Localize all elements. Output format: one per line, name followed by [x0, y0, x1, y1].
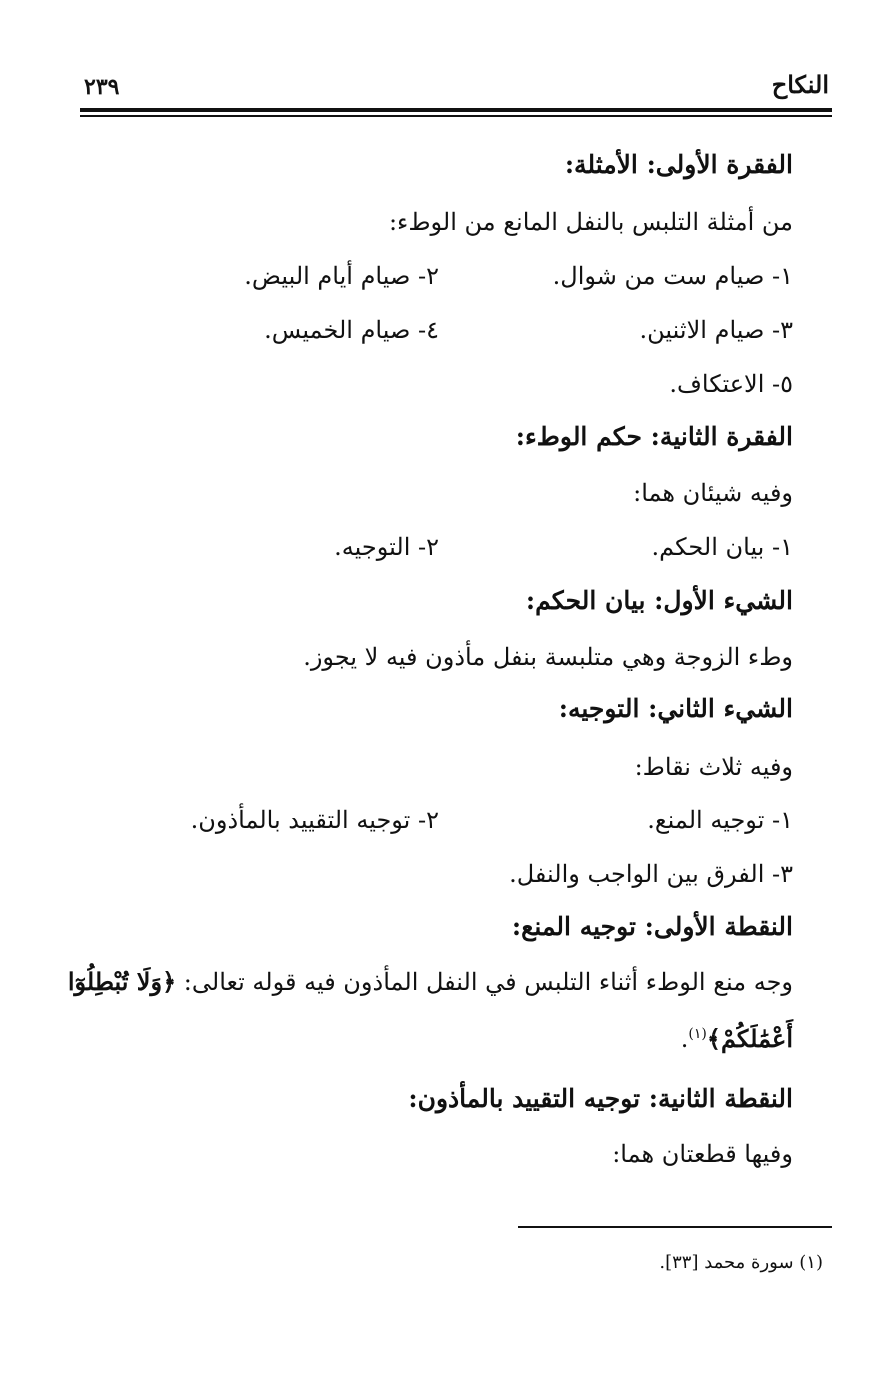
heading-first-point: النقطة الأولى: توجيه المنع: — [511, 912, 793, 941]
example-item-3: ٣- صيام الاثنين. — [639, 316, 793, 344]
header-rule-thick — [80, 108, 832, 112]
point-item-2: ٢- توجيه التقييد بالمأذون. — [190, 806, 439, 834]
heading-first-thing: الشيء الأول: بيان الحكم: — [525, 586, 793, 615]
heading-second-point: النقطة الثانية: توجيه التقييد بالمأذون: — [408, 1084, 793, 1113]
paragraph-line-2 — [681, 1022, 793, 1056]
heading-examples: الفقرة الأولى: الأمثلة: — [564, 150, 793, 179]
pieces-intro: وفيها قطعتان هما: — [612, 1140, 793, 1168]
example-item-2: ٢- صيام أيام البيض. — [244, 262, 439, 290]
example-item-1: ١- صيام ست من شوال. — [552, 262, 793, 290]
page-number: ٢٣٩ — [84, 74, 120, 100]
example-item-4: ٤- صيام الخميس. — [264, 316, 439, 344]
thing-item-1: ١- بيان الحكم. — [651, 533, 793, 561]
heading-ruling-of-intercourse: الفقرة الثانية: حكم الوطء: — [515, 422, 793, 451]
paragraph-line-1 — [67, 965, 793, 999]
ruling-statement: وطء الزوجة وهي متلبسة بنفل مأذون فيه لا يجوز. — [303, 643, 793, 671]
examples-intro: من أمثلة التلبس بالنفل المانع من الوطء: — [388, 208, 793, 236]
heading-second-thing: الشيء الثاني: التوجيه: — [558, 694, 793, 723]
paragraph-text: وجه منع الوطء أثناء التلبس في النفل المأذون فيه قوله تعالى: — [183, 968, 793, 996]
header-rule-thin — [80, 115, 832, 117]
running-title: النكاح — [771, 70, 829, 99]
thing-item-2: ٢- التوجيه. — [334, 533, 439, 561]
point-item-3: ٣- الفرق بين الواجب والنفل. — [509, 860, 793, 888]
quran-verse-end: أَعْمَٰلَكُمْ﴾ — [706, 1024, 793, 1053]
things-intro: وفيه شيئان هما: — [633, 479, 793, 507]
example-item-5: ٥- الاعتكاف. — [669, 370, 793, 398]
point-item-1: ١- توجيه المنع. — [647, 806, 793, 834]
footnote-reference: (١) — [688, 1026, 707, 1042]
quran-verse-start: ﴿وَلَا تُبْطِلُوٓا — [67, 967, 177, 996]
footnote-separator — [518, 1226, 832, 1228]
footnote: (١) سورة محمد [٣٣]. — [659, 1252, 823, 1273]
points-intro: وفيه ثلاث نقاط: — [634, 753, 793, 781]
paragraph-end-mark: . — [680, 1025, 689, 1053]
